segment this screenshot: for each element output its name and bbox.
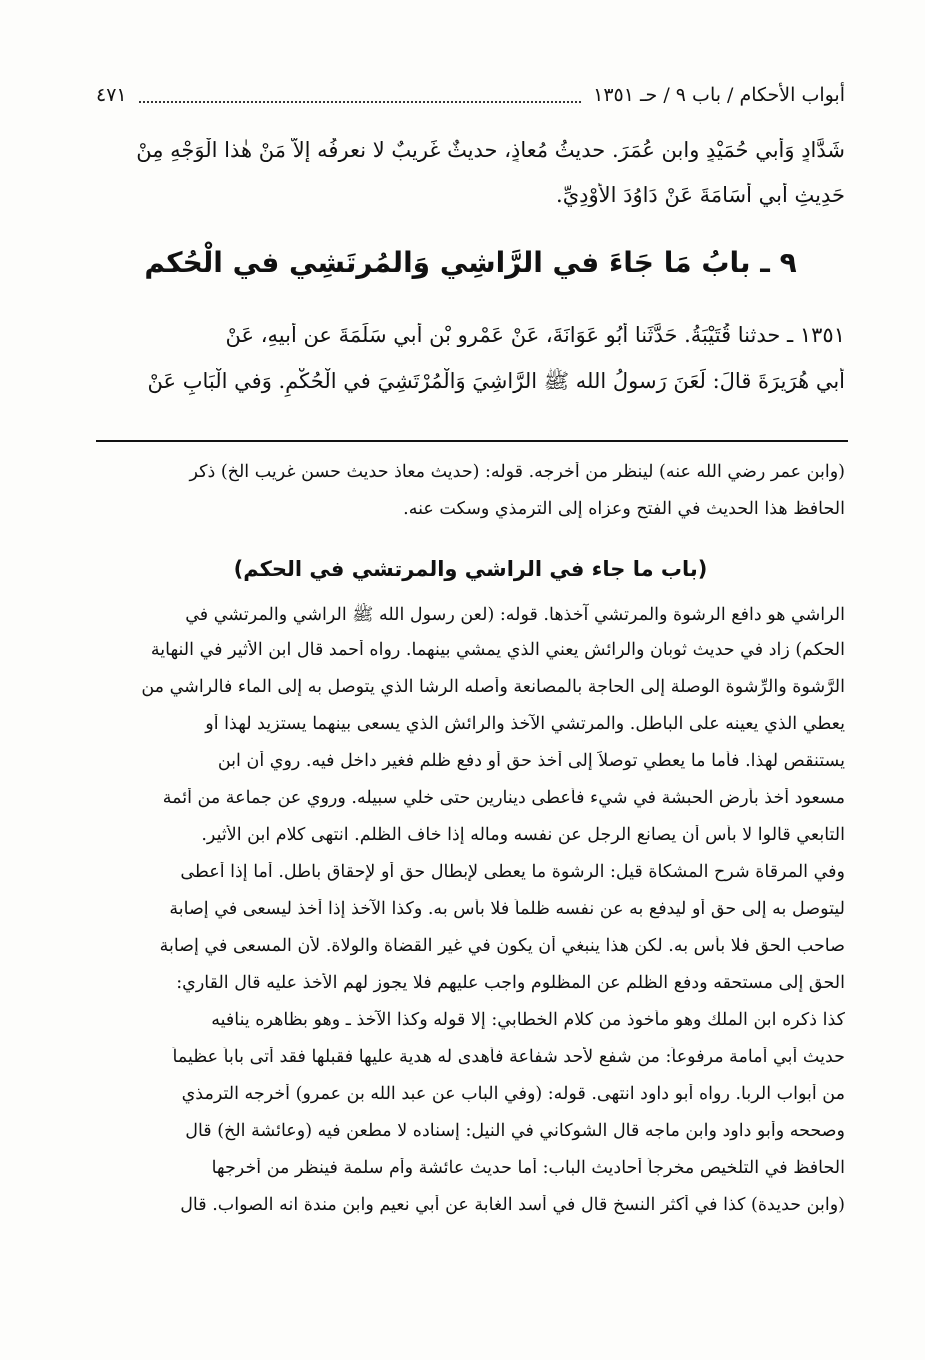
commentary-line: صاحب الحق فلا بأس به. لكن هذا ينبغي أن يكون في غير القضاة والولاة. لأن المسعى في إصابة [159,936,845,956]
commentary-line: كذا ذكره ابن الملك وهو مأخوذ من كلام الخطابي: إلا قوله وكذا الآخذ ـ وهو بظاهره ينافيه [211,1010,845,1030]
page-number: ٤٧١ [96,84,127,106]
commentary-line: يستنقص لهذا. فأما ما يعطي توصلاً إلى أخذ حق أو دفع ظلم فغير داخل فيه. روي أن ابن [217,751,845,771]
main-text-line: حَدِيثِ أبي أُسَامَةَ عَنْ دَاوُدَ الأَوْدِيِّ. [556,183,845,207]
commentary-line: الحكم) زاد في حديث ثوبان والرائش يعني الذي يمشي بينهما. رواه أحمد قال ابن الأثير في النهاية [150,640,845,660]
commentary-line: يعطي الذي يعينه على الباطل. والمرتشي الآخذ والرائش الذي يسعى بينهما يستزيد لهذا أو [205,714,845,734]
commentary-line: الرَّشوة والرِّشوة الوصلة إلى الحاجة بالمصانعة وأصله الرشا الذي يتوصل به إلى الماء فالراشي من [141,677,845,697]
commentary-line: (وابن حديدة) كذا في أكثر النسخ قال في أسد الغابة عن أبي نعيم وابن مندة انه الصواب. قال [180,1195,845,1215]
commentary-line: (وابن عمر رضي الله عنه) لينظر من أخرجه. قوله: (حديث معاذ حديث حسن غريب الخ) ذكر [189,462,845,482]
commentary-line: ليتوصل به إلى حق أو ليدفع به عن نفسه ظلماً فلا بأس به. وكذا الآخذ إذا أخذ ليسعى في إصابة [169,899,845,919]
hadith-line: ١٣٥١ ـ حدثنا قُتَيْبَةُ. حَدَّثَنا أَبُو عَوَانَةَ، عَنْ عَمْرِو بْنِ أَبي سَلَمَةَ عن أَبيهِ، عَنْ [225,323,845,347]
commentary-line: من أبواب الربا. رواه أبو داود انتهى. قوله: (وفي الباب عن عبد الله بن عمرو) أخرجه الترمذي [181,1084,845,1104]
separator-rule [96,440,848,442]
commentary-line: الحافظ هذا الحديث في الفتح وعزاه إلى الترمذي وسكت عنه. [403,499,845,519]
commentary-line: الحافظ في التلخيص مخرجاً أحاديث الباب: أما حديث عائشة وأم سلمة فينظر من أخرجها [211,1158,845,1178]
commentary-line: حديث أبي أمامة مرفوعاً: من شفع لأحد شفاعة فأهدى له هدية عليها فقبلها فقد أتى باباً عظيماً [172,1047,845,1067]
commentary-line: الحق إلى مستحقه ودفع الظلم عن المظلوم واجب عليهم فلا يجوز لهم الأخذ عليه قال القاري: [176,973,845,993]
commentary-line: التابعي قالوا لا بأس أن يصانع الرجل عن نفسه وماله إذا خاف الظلم. انتهى كلام ابن الأثير. [201,825,845,845]
main-text-line: شَدَّادٍ وَأَبي حُمَيْدٍ وابنِ عُمَرَ. حديثُ مُعاذٍ، حديثٌ غَريبٌ لا نعرفُه إلاَّ مَنْ هٰذا الْوَجْهِ مِنْ [136,138,845,162]
section-heading: (باب ما جاء في الراشي والمرتشي في الحكم) [233,557,708,581]
commentary-line: الراشي هو دافع الرشوة والمرتشي آخذها. قوله: (لعن رسول الله ﷺ الراشي والمرتشي في [185,605,845,625]
commentary-line: مسعود أُخذ بأرض الحبشة في شيء فأعطى دينارين حتى خلي سبيله. وروي عن جماعة من أئمة [162,788,845,808]
page-header [96,78,845,112]
commentary-line: وصححه وأبو داود وابن ماجه قال الشوكاني في النيل: إسناده لا مطعن فيه (وعائشة الخ) قال [185,1121,845,1141]
chapter-title: ٩ ـ بابُ مَا جَاءَ في الرَّاشِي وَالمُرتَشِي في الْحُكم [144,246,797,279]
commentary-line: وفي المرقاة شرح المشكاة قيل: الرشوة ما يعطى لإبطال حق أو لإحقاق باطل. أما إذا أعطى [180,862,845,882]
hadith-line: أَبي هُرَيرَةَ قالَ: لَعَنَ رَسولُ الله ﷺ الرَّاشِيَ وَالْمُرْتَشِيَ في الْحُكْمِ. وَفي الْبَابِ عَنْ [147,369,845,393]
leader-dots [139,87,582,103]
running-title: أبواب الأحكام / باب ٩ / حـ ١٣٥١ [593,84,845,106]
